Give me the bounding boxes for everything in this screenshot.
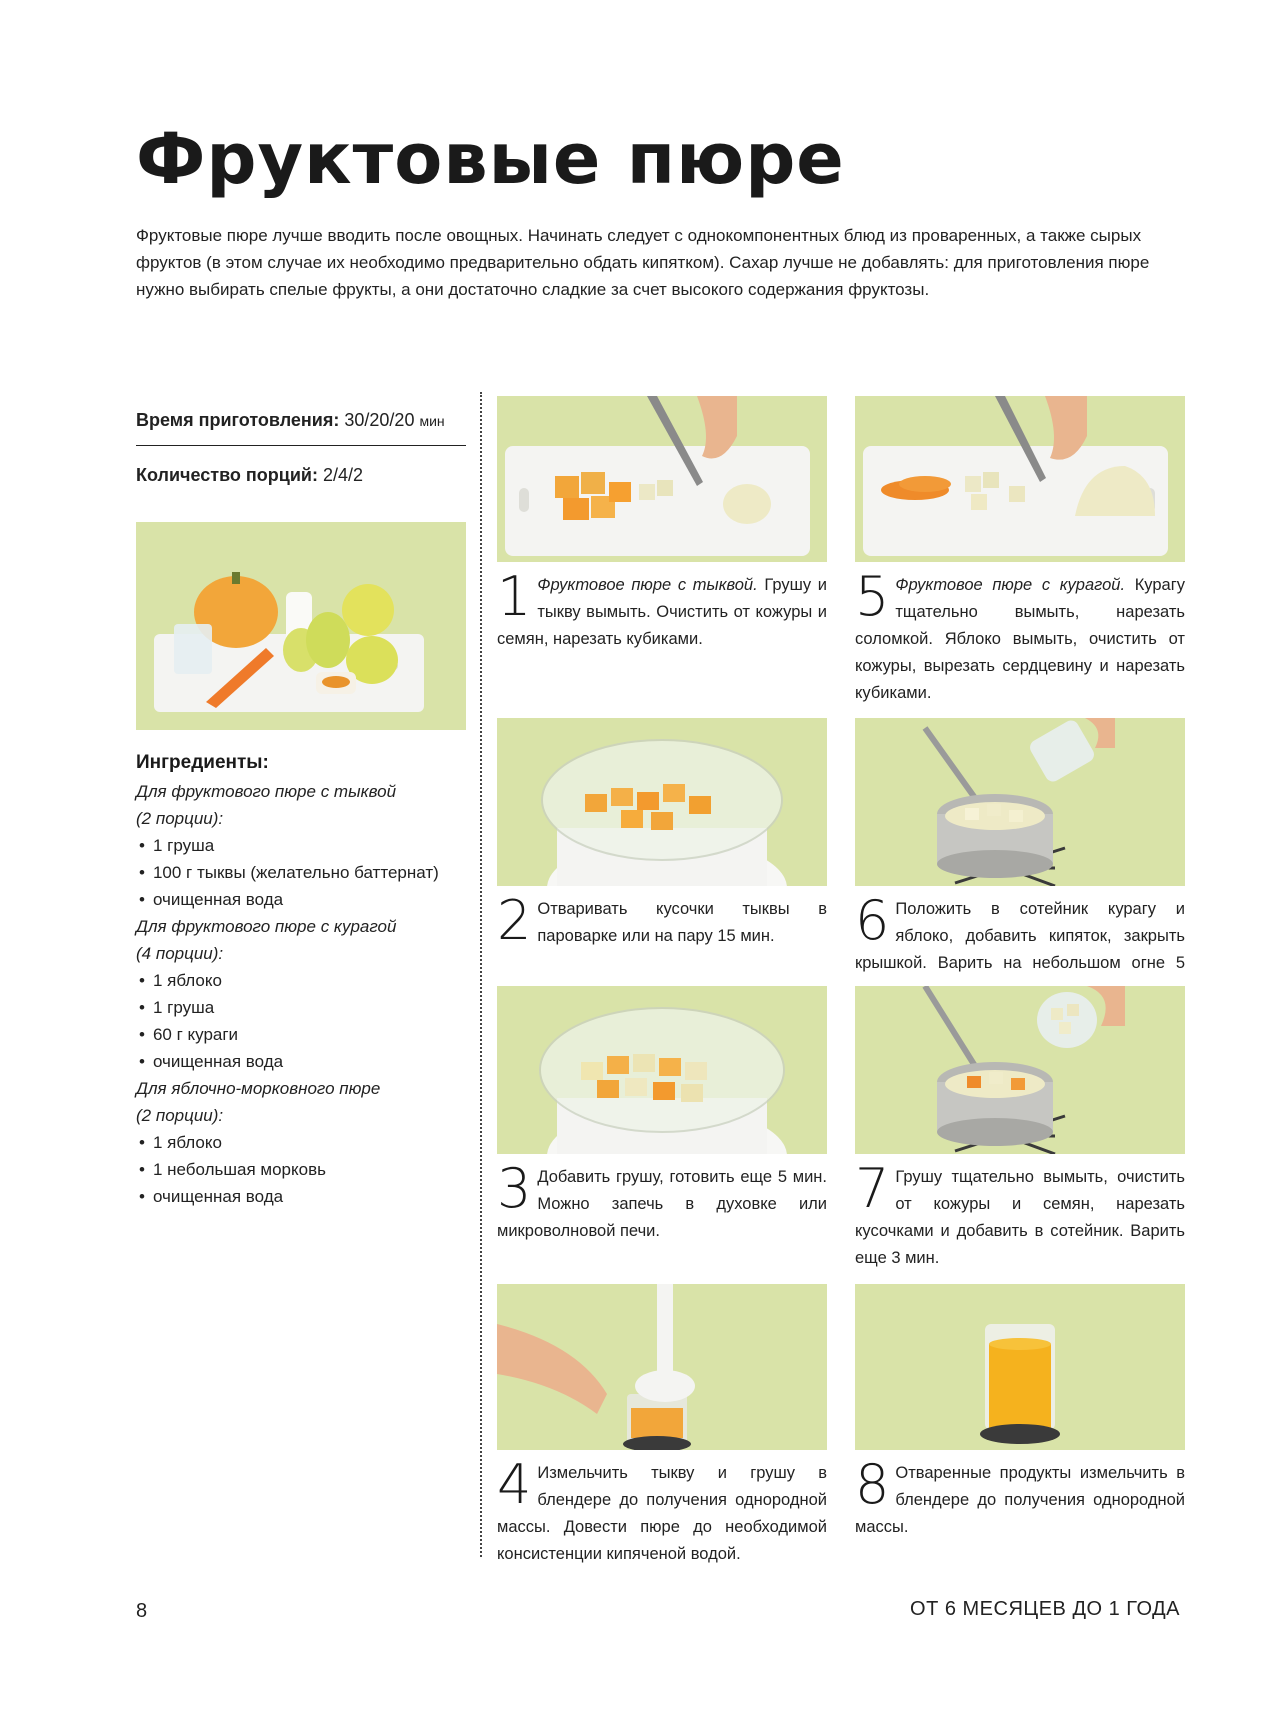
step-lead: Фруктовое пюре с курагой. (895, 576, 1126, 594)
ingredient-group-portions: (2 порции): (136, 1106, 224, 1125)
step-7-photo (855, 986, 1185, 1154)
ingredient-group-portions: (2 порции): (136, 809, 224, 828)
step-4-photo (497, 1284, 827, 1450)
step-number: 8 (855, 1453, 890, 1516)
ingredient-item: • 1 груша (136, 832, 466, 859)
ingredient-item: • 1 груша (136, 994, 466, 1021)
step-text: Грушу тщательно вымыть, очистить от кожуры и семян, нарезать кусочками и добавить в сотейник. Варить еще 3 мин. (855, 1168, 1185, 1267)
ingredient-item: • 1 яблоко (136, 1129, 466, 1156)
intro-paragraph: Фруктовые пюре лучше вводить после овощных. Начинать следует с однокомпонентных блюд из проваренных, а также сырых фруктов (в этом случае их необходимо предварительно обдать кипятком). Сахар лучше не добавлять: для приготовления пюре нужно выбирать спелые фрукты, а они достаточно сладкие за счет высокого содержания фруктозы. (136, 226, 1150, 299)
step-6-photo (855, 718, 1185, 886)
step-1 (497, 565, 827, 653)
ingredient-item: • 100 г тыквы (желательно баттернат) (136, 859, 466, 886)
step-lead: Фруктовое пюре с тыквой. (537, 576, 758, 594)
ingredients-heading: Ингредиенты: (136, 752, 269, 773)
step-number: 3 (497, 1157, 532, 1220)
ingredient-item: • очищенная вода (136, 886, 466, 913)
ingredients-photo (136, 522, 466, 730)
chapter-title: ОТ 6 МЕСЯЦЕВ ДО 1 ГОДА (910, 1598, 1180, 1620)
step-8-photo (855, 1284, 1185, 1450)
ingredient-group-portions: (4 порции): (136, 944, 224, 963)
prep-time-unit: мин (419, 413, 445, 429)
portions-label: Количество порций: (136, 465, 318, 485)
ingredient-group-title: Для фруктового пюре с тыквой (136, 782, 397, 801)
step-5-photo (855, 396, 1185, 562)
portions (136, 465, 363, 486)
step-text: Отваренные продукты измельчить в блендере до получения однородной массы. (855, 1464, 1185, 1536)
portions-value: 2/4/2 (322, 465, 364, 485)
step-7 (855, 1157, 1185, 1272)
ingredient-item: • 1 небольшая морковь (136, 1156, 466, 1183)
step-5 (855, 565, 1185, 707)
step-text: Положить в сотейник курагу и яблоко, добавить кипяток, закрыть крышкой. Варить на небольшом огне 5 (855, 900, 1185, 972)
step-number: 5 (855, 565, 890, 628)
step-3-photo (497, 986, 827, 1154)
prep-time-label: Время приготовления: (136, 410, 340, 430)
ingredient-item: • 60 г кураги (136, 1021, 466, 1048)
step-number: 2 (497, 889, 532, 952)
step-3 (497, 1157, 827, 1245)
ingredients-section (136, 752, 466, 1210)
step-number: 1 (497, 565, 532, 628)
step-2-photo (497, 718, 827, 886)
step-text: Фруктовое пюре с курагой. Курагу тщательно вымыть, нарезать соломкой. Яблоко вымыть, очистить от кожуры, вырезать сердцевину и нарезать кубиками. (855, 576, 1185, 702)
step-text: Измельчить тыкву и грушу в блендере до получения однородной массы. Довести пюре до необходимой консистенции кипяченой водой. (497, 1464, 827, 1563)
step-text: Отваривать кусочки тыквы в пароварке или на пару 15 мин. (537, 900, 827, 945)
step-number: 6 (855, 889, 890, 952)
column-divider (480, 392, 482, 1557)
step-number: 4 (497, 1453, 532, 1516)
prep-time-value: 30/20/20 (344, 410, 415, 430)
ingredient-item: • очищенная вода (136, 1183, 466, 1210)
ingredient-item: • 1 яблоко (136, 967, 466, 994)
ingredient-group-title: Для фруктового пюре с курагой (136, 917, 397, 936)
step-text: Добавить грушу, готовить еще 5 мин. Можно запечь в духовке или микроволновой печи. (497, 1168, 827, 1240)
ingredient-item: • очищенная вода (136, 1048, 466, 1075)
ingredient-group-title: Для яблочно-морковного пюре (136, 1079, 381, 1098)
step-8 (855, 1453, 1185, 1541)
step-4 (497, 1453, 827, 1568)
meta-divider (136, 445, 466, 446)
prep-time (136, 410, 445, 431)
step-number: 7 (855, 1157, 890, 1220)
page-number: 8 (136, 1600, 148, 1622)
step-1-photo (497, 396, 827, 562)
step-text: Фруктовое пюре с тыквой. Грушу и тыкву вымыть. Очистить от кожуры и семян, нарезать кубиками. (497, 576, 827, 648)
page-title: Фруктовые пюре (136, 118, 845, 200)
step-2 (497, 889, 827, 952)
